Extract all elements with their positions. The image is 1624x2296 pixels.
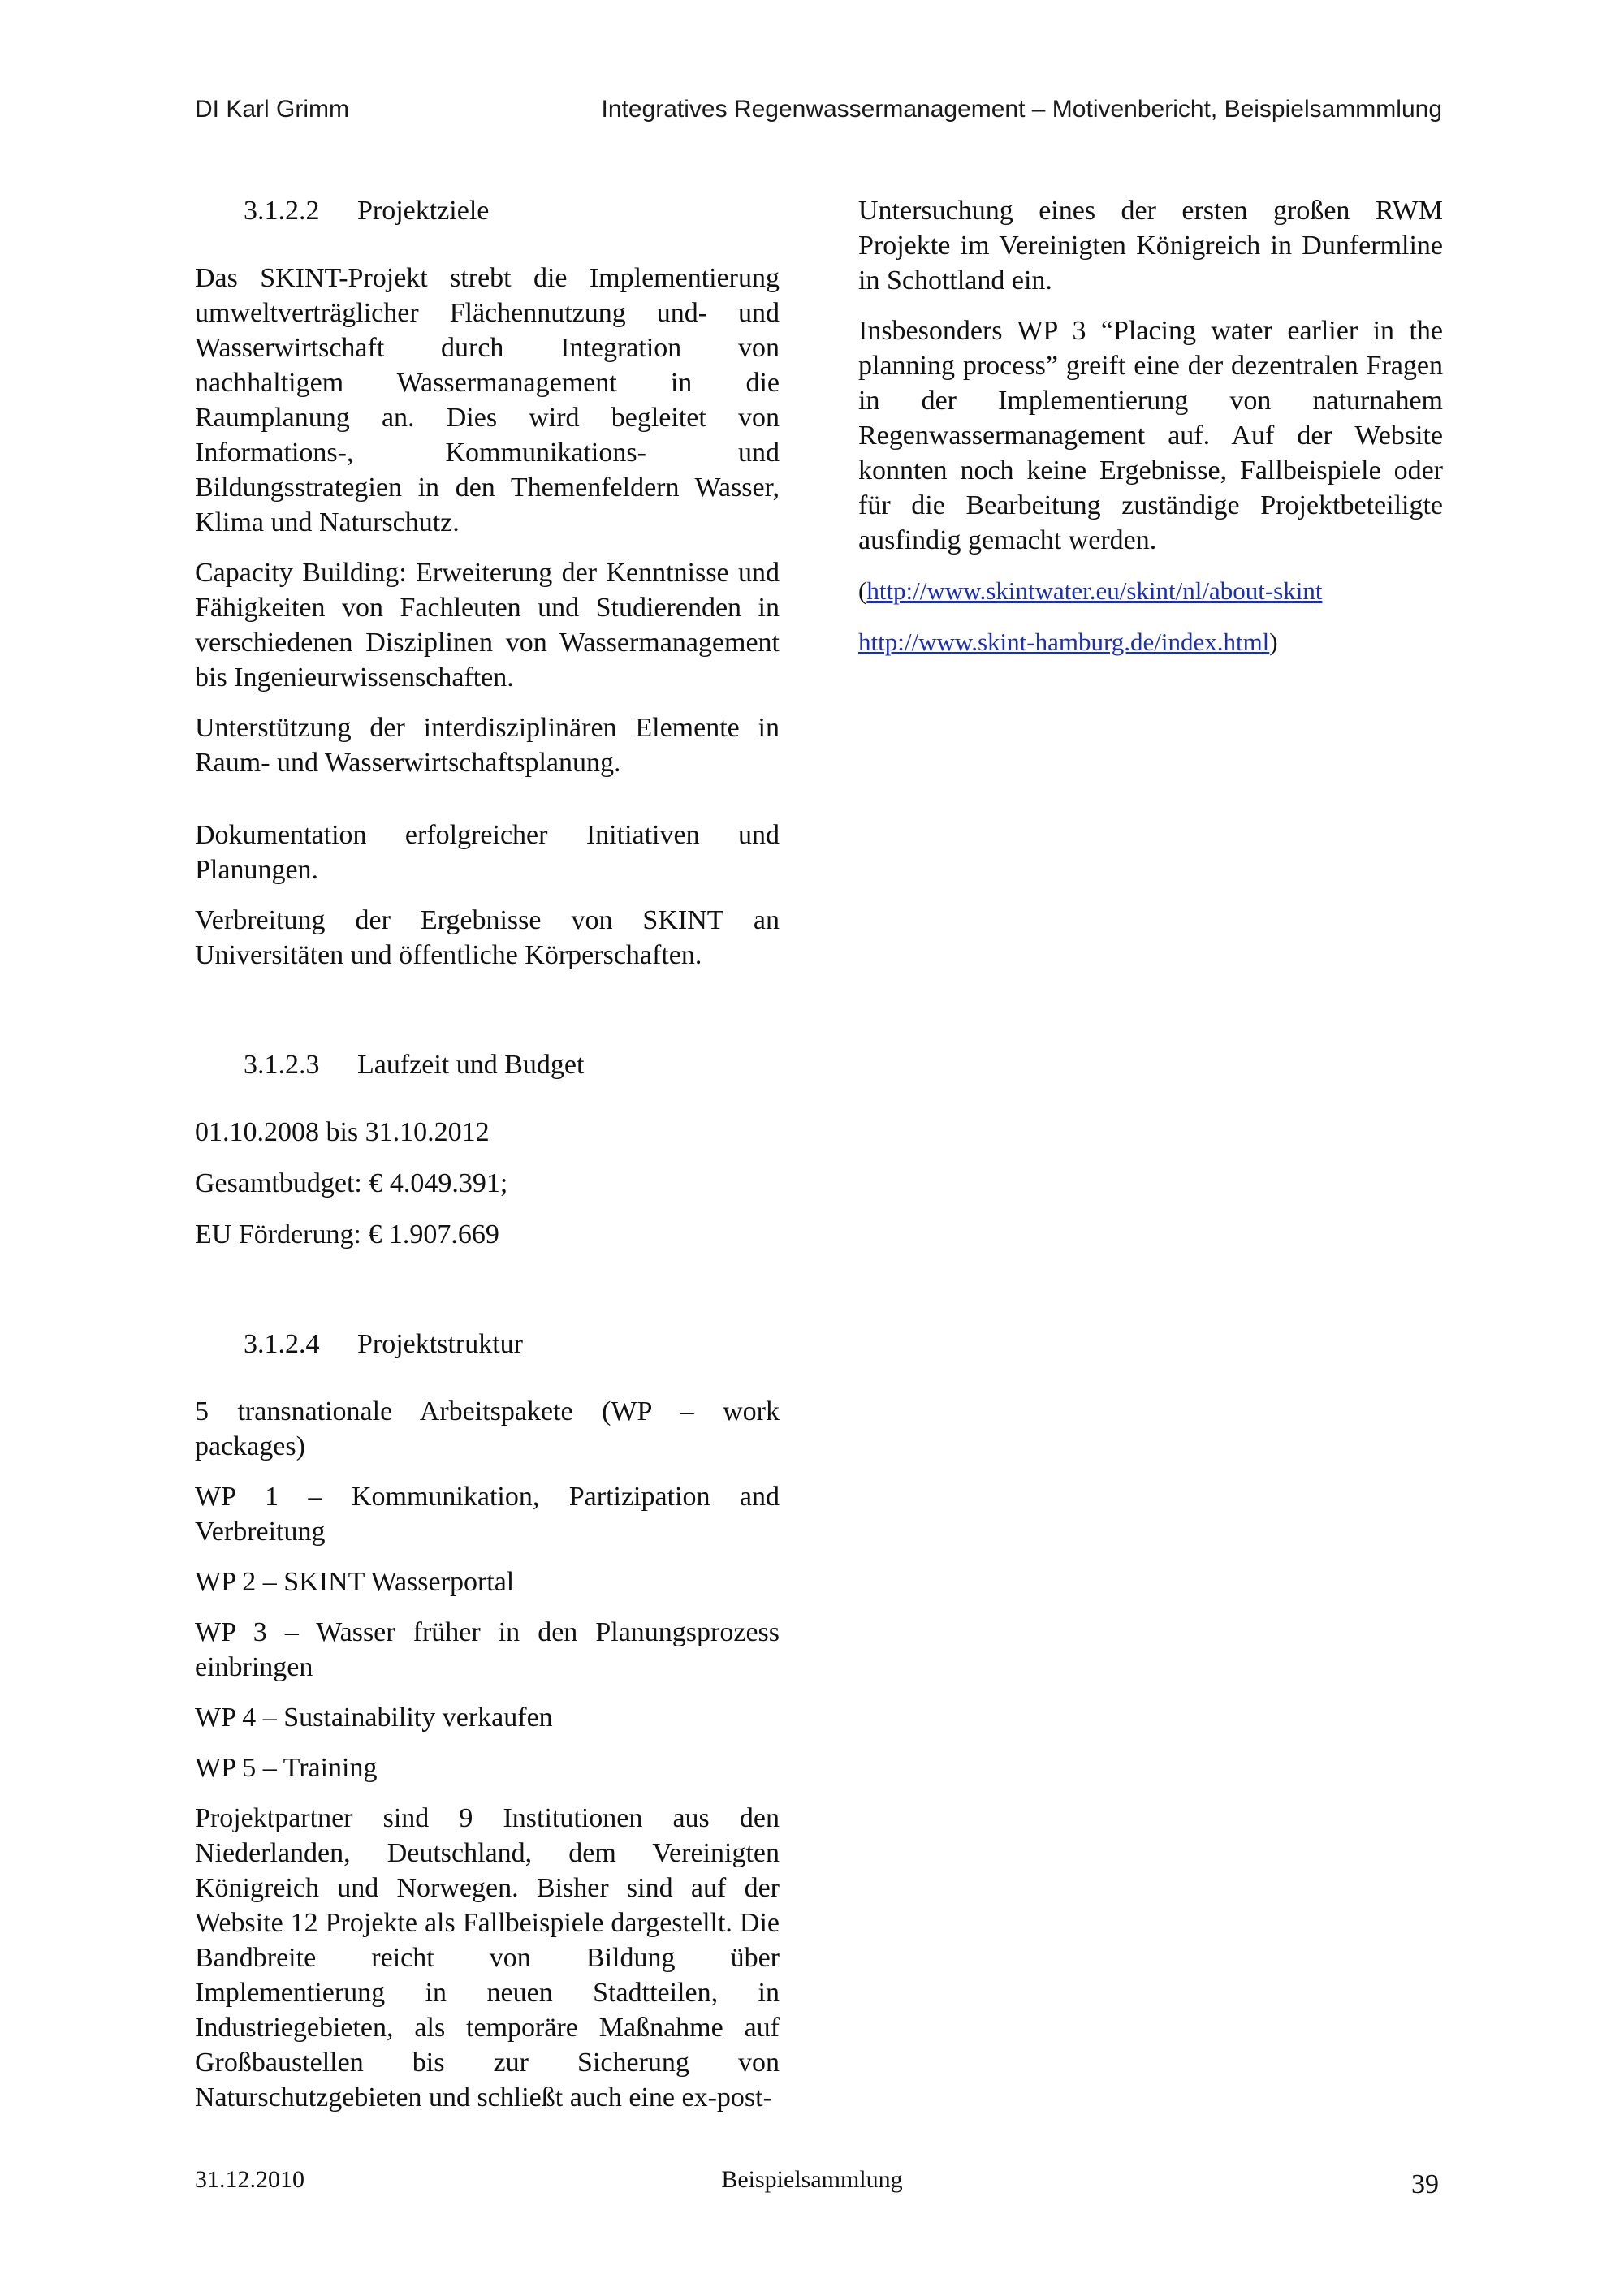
paragraph: Projektpartner sind 9 Institutionen aus den Niederlanden, Deutschland, dem Vereinigten Königreich und Norwegen. Bisher sind auf der Website 12 Projekte als Fallbeispiele dargestellt. Die Bandbreite reicht von Bildung über Implementierung in neuen Stadtteilen, in Industriegebieten, als temporäre Maßnahme auf Großbaustellen bis zur Sicherung von Naturschutzgebieten und schließt auch eine ex-post-	[195, 1803, 780, 2113]
section-heading-laufzeit	[244, 1047, 780, 1082]
link-line	[858, 573, 1443, 608]
paragraph: Capacity Building: Erweiterung der Kenntnisse und Fähigkeiten von Fachleuten und Studierenden in verschiedenen Disziplinen von Wassermanagement bis Ingenieurwissenschaften.	[195, 558, 780, 693]
link-close-paren: )	[1269, 628, 1278, 656]
paragraph: 5 transnationale Arbeitspakete (WP – work packages)	[195, 1396, 780, 1461]
section-number: 3.1.2.2	[244, 196, 320, 226]
funding-line: EU Förderung: € 1.907.669	[195, 1219, 499, 1249]
link-line	[858, 624, 1443, 659]
section-title: Projektstruktur	[357, 1329, 523, 1359]
header-author: DI Karl Grimm	[195, 96, 349, 123]
paragraph: Dokumentation erfolgreicher Initiativen und Planungen.	[195, 820, 780, 885]
paragraph: Untersuchung eines der ersten großen RWM Projekte im Vereinigten Königreich in Dunfermline in Schottland ein.	[858, 196, 1443, 296]
paragraph: Verbreitung der Ergebnisse von SKINT an Universitäten und öffentliche Körperschaften.	[195, 905, 780, 970]
section-heading-projektziele	[244, 193, 780, 228]
right-column	[858, 193, 1443, 675]
work-package-item: WP 5 – Training	[195, 1753, 378, 1783]
work-package-item: WP 1 – Kommunikation, Partizipation and Verbreitung	[195, 1482, 780, 1547]
budget-line: Gesamtbudget: € 4.049.391;	[195, 1168, 508, 1198]
footer-date: 31.12.2010	[195, 2166, 304, 2193]
section-heading-projektstruktur	[244, 1327, 780, 1362]
link-open-paren: (	[858, 576, 867, 605]
skint-hamburg-link[interactable]: http://www.skint-hamburg.de/index.html	[858, 628, 1270, 656]
section-title: Projektziele	[357, 196, 490, 226]
header-title: Integratives Regenwassermanagement – Motivenbericht, Beispielsammmlung	[601, 96, 1442, 123]
paragraph: Insbesonders WP 3 “Placing water earlier in the planning process” greift eine der dezentralen Fragen in der Implementierung von naturnahem Regenwassermanagement auf. Auf der Website konnten noch keine Ergebnisse, Fallbeispiele oder für die Bearbeitung zuständige Projektbeteiligte ausfindig gemacht werden.	[858, 316, 1443, 555]
page-number: 39	[1411, 2169, 1439, 2199]
section-title: Laufzeit und Budget	[357, 1050, 585, 1080]
footer-title: Beispielsammlung	[721, 2166, 903, 2193]
work-package-item: WP 3 – Wasser früher in den Planungsprozess einbringen	[195, 1617, 780, 1682]
section-number: 3.1.2.3	[244, 1050, 320, 1080]
left-column	[195, 193, 780, 2130]
skintwater-link[interactable]: http://www.skintwater.eu/skint/nl/about-skint	[866, 576, 1323, 605]
work-package-item: WP 4 – Sustainability verkaufen	[195, 1703, 553, 1733]
duration-line: 01.10.2008 bis 31.10.2012	[195, 1117, 490, 1147]
section-number: 3.1.2.4	[244, 1329, 320, 1359]
paragraph: Unterstützung der interdisziplinären Elemente in Raum- und Wasserwirtschaftsplanung.	[195, 713, 780, 778]
work-package-item: WP 2 – SKINT Wasserportal	[195, 1567, 515, 1597]
paragraph: Das SKINT-Projekt strebt die Implementierung umweltverträglicher Flächennutzung und- und Wasserwirtschaft durch Integration von nachhaltigem Wassermanagement in die Raumplanung an. Dies wird begleitet von Informations-, Kommunikations- und Bildungsstrategien in den Themenfeldern Wasser, Klima und Naturschutz.	[195, 263, 780, 537]
